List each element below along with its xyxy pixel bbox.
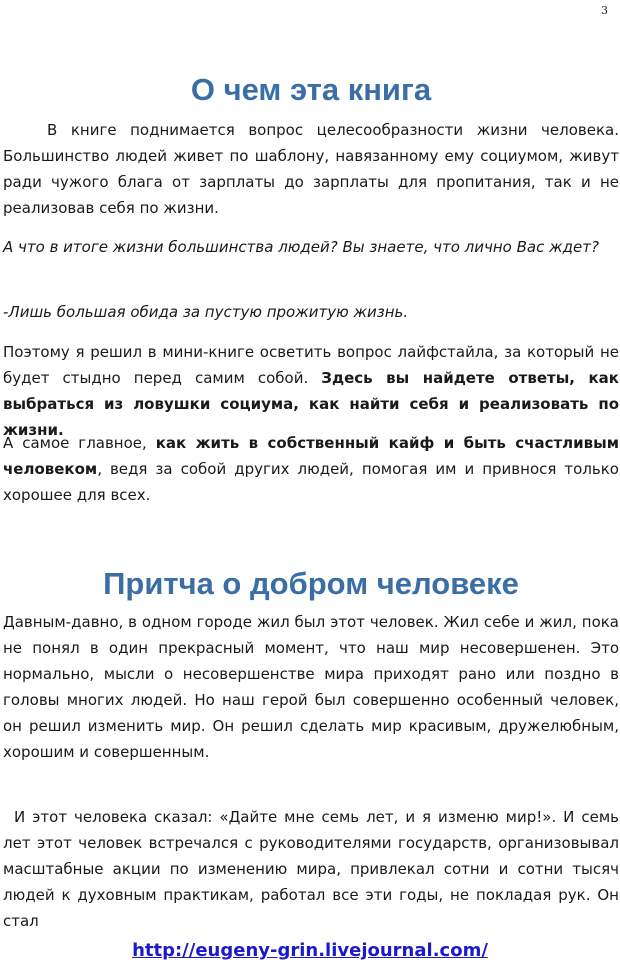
page-number: 3	[601, 4, 608, 17]
paragraph-intro: В книге поднимается вопрос целесообразности жизни человека. Большинство людей живет по шаблону, навязанному ему социумом, живут ради чужого блага от зарплаты до зарплаты для пропитания, так и не реализовав себя по жизни.	[3, 121, 619, 217]
section-title-parable: Притча о добром человеке	[103, 566, 519, 601]
paragraph-answer: -Лишь большая обида за пустую прожитую жизнь.	[3, 303, 409, 321]
paragraph-lifestyle-text: Поэтому я решил в мини-книге осветить вопрос лайфстайла, за который не будет стыдно перед самим собой.	[3, 343, 619, 387]
paragraph-main-point	[3, 430, 619, 508]
section-title-about-book: О чем эта книга	[190, 72, 432, 107]
paragraph-main-point-bold: как жить в собственный кайф и быть счастливым человеком	[3, 434, 619, 478]
paragraph-main-point-end: , ведя за собой других людей, помогая им и привнося только хорошее для всех.	[3, 460, 619, 504]
paragraph-main-point-start: А самое главное,	[3, 434, 156, 452]
footer-url-link[interactable]: http://eugeny-grin.livejournal.com/	[132, 940, 488, 961]
paragraph-parable-2: И этот человека сказал: «Дайте мне семь лет, и я изменю мир!». И семь лет этот человек встречался с руководителями государств, организовывал масштабные акции по изменению мира, привлекал сотни и сотни тысяч людей к духовным практикам, работал все эти годы, не покладая рук. Он стал	[3, 808, 619, 930]
paragraph-lifestyle	[3, 339, 619, 443]
paragraph-lifestyle-bold: Здесь вы найдете ответы, как выбраться из ловушки социума, как найти себя и реализовать по жизни.	[3, 369, 619, 439]
paragraph-question: А что в итоге жизни большинства людей? Вы знаете, что лично Вас ждет?	[3, 238, 599, 256]
paragraph-parable-1: Давным-давно, в одном городе жил был этот человек. Жил себе и жил, пока не понял в один прекрасный момент, что наш мир несовершенен. Это нормально, мысли о несовершенстве мира приходят рано или поздно в головы многих людей. Но наш герой был совершенно особенный человек, он решил изменить мир. Он решил сделать мир красивым, дружелюбным, хорошим и совершенным.	[3, 613, 619, 761]
